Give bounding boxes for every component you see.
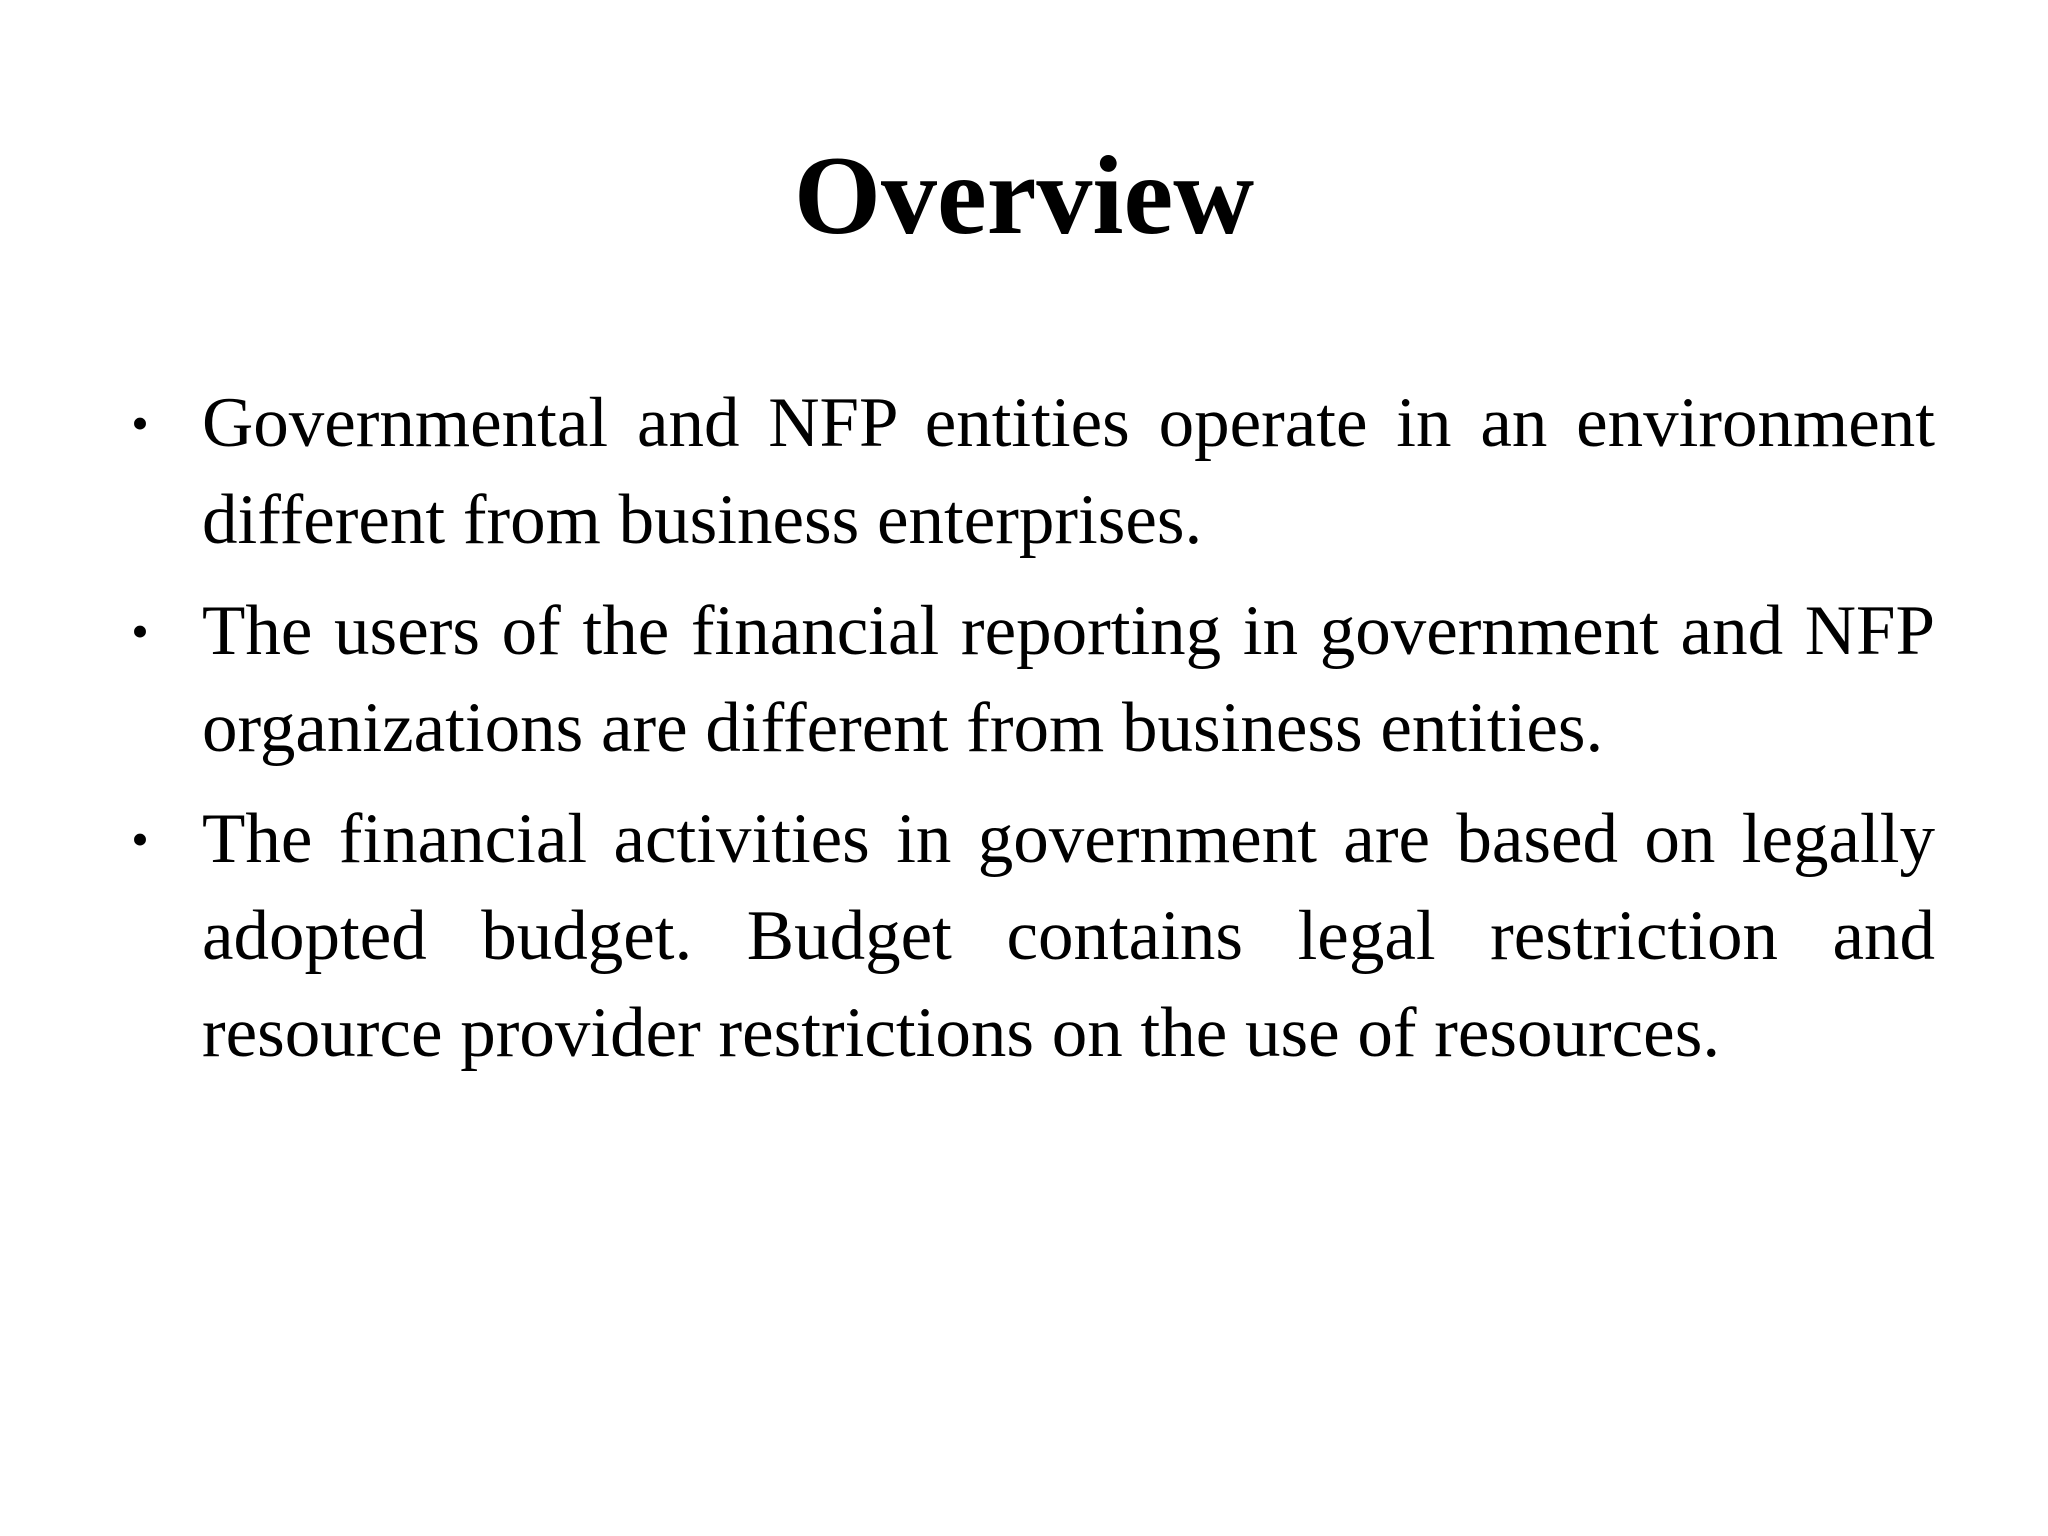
slide-title: Overview [793,134,1255,258]
bullet-item-1 [120,375,1935,569]
bullet-icon: • [131,811,149,867]
bullet-item-2 [120,583,1935,777]
bullet-item-3 [120,791,1935,1082]
bullet-text: Governmental and NFP entities operate in an environment different from business enterprises. [202,384,1935,559]
bullet-text: The financial activities in government are based on legally adopted budget. Budget contains legal restriction and resource provider restrictions on the use of resources. [202,800,1935,1072]
bullet-icon: • [131,603,149,659]
bullet-list [120,375,1935,1096]
bullet-icon: • [131,395,149,451]
bullet-text: The users of the financial reporting in government and NFP organizations are different from business entities. [202,592,1935,767]
